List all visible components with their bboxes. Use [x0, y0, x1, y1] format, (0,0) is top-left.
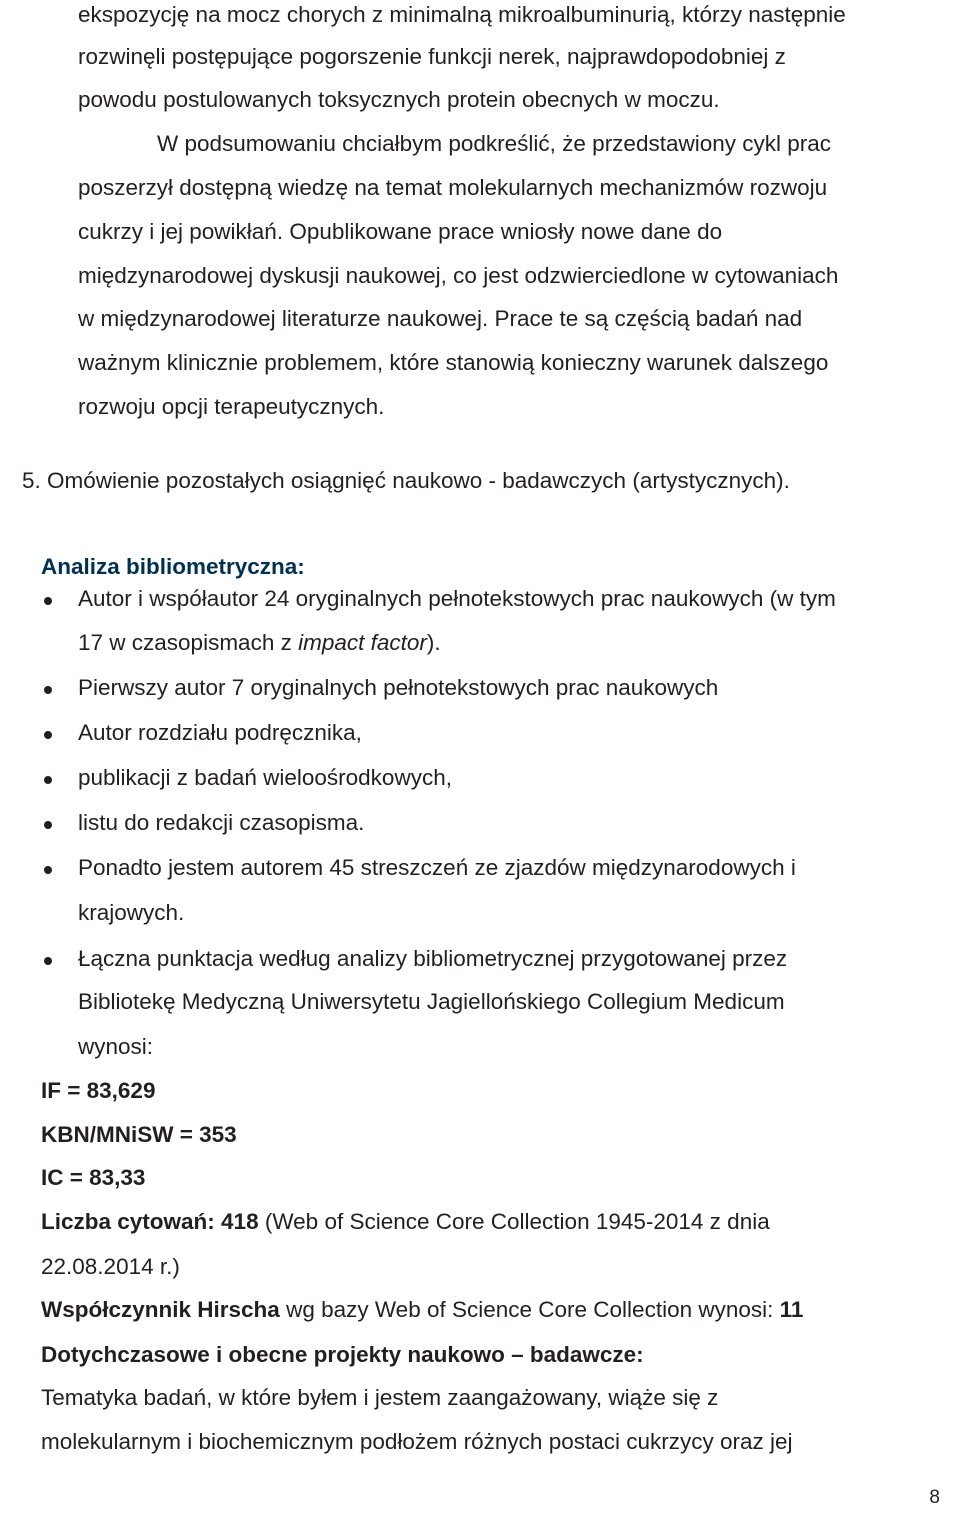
summary-line-5: w międzynarodowej literaturze naukowej. Prace te są częścią badań nad — [78, 306, 803, 331]
citations-source: (Web of Science Core Collection 1945-2014 z dnia — [258, 1209, 770, 1234]
metric-kbn-value: = 353 — [173, 1122, 237, 1147]
projects-heading: Dotychczasowe i obecne projekty naukowo – badawcze: — [41, 1342, 644, 1367]
citations-value: 418 — [214, 1209, 259, 1234]
projects-line-1: Tematyka badań, w które byłem i jestem zaangażowany, wiąże się z — [41, 1385, 719, 1410]
hirsch-label: Współczynnik Hirscha — [41, 1297, 280, 1322]
metric-ic-value: = 83,33 — [63, 1165, 146, 1190]
bullet-dot-3 — [44, 731, 52, 739]
bullet-3: Autor rozdziału podręcznika, — [78, 720, 362, 745]
summary-line-2: poszerzył dostępną wiedzę na temat molekularnych mechanizmów rozwoju — [78, 175, 828, 200]
bullet-7-line-3: wynosi: — [78, 1034, 154, 1059]
intro-line-2: rozwinęli postępujące pogorszenie funkcji nerek, najprawdopodobniej z — [78, 44, 786, 69]
metric-ic — [41, 1163, 145, 1193]
bullet-6-line-1: Ponadto jestem autorem 45 streszczeń ze zjazdów międzynarodowych i — [78, 855, 796, 880]
hirsch-text: wg bazy Web of Science Core Collection wynosi: — [279, 1297, 774, 1322]
bullet-7-line-2: Bibliotekę Medyczną Uniwersytetu Jagiellońskiego Collegium Medicum — [78, 989, 785, 1014]
bullet-2: Pierwszy autor 7 oryginalnych pełnotekstowych prac naukowych — [78, 675, 719, 700]
bullet-dot-4 — [44, 776, 52, 784]
bullet-dot-6 — [44, 866, 52, 874]
section-heading: 5. Omówienie pozostałych osiągnięć naukowo - badawczych (artystycznych). — [22, 468, 790, 493]
metric-ic-label: IC — [41, 1165, 64, 1190]
bullet-5: listu do redakcji czasopisma. — [78, 810, 365, 835]
metric-citations — [41, 1207, 770, 1237]
biblio-heading: Analiza bibliometryczna: — [41, 554, 305, 579]
metric-hirsch — [41, 1295, 803, 1325]
bullet-dot-1 — [44, 597, 52, 605]
projects-line-2: molekularnym i biochemicznym podłożem różnych postaci cukrzycy oraz jej — [41, 1429, 793, 1454]
summary-line-3: cukrzy i jej powikłań. Opublikowane prace wniosły nowe dane do — [78, 219, 723, 244]
summary-line-1: W podsumowaniu chciałbym podkreślić, że przedstawiony cykl prac — [157, 131, 832, 156]
metric-if-label: IF — [41, 1078, 61, 1103]
citations-date: 22.08.2014 r.) — [41, 1254, 180, 1279]
intro-line-1: ekspozycję na mocz chorych z minimalną mikroalbuminurią, którzy następnie — [78, 2, 846, 27]
metric-if-value: = 83,629 — [61, 1078, 156, 1103]
intro-line-3: powodu postulowanych toksycznych protein obecnych w moczu. — [78, 87, 720, 112]
summary-line-4: międzynarodowej dyskusji naukowej, co jest odzwierciedlone w cytowaniach — [78, 263, 839, 288]
summary-line-6: ważnym klinicznie problemem, które stanowią konieczny warunek dalszego — [78, 350, 829, 375]
bullet-4: publikacji z badań wieloośrodkowych, — [78, 765, 452, 790]
bullet-1-text: 17 w czasopismach z — [78, 630, 299, 655]
bullet-1-line-2 — [78, 628, 441, 658]
bullet-1-tail: ). — [426, 630, 441, 655]
bullet-dot-2 — [44, 686, 52, 694]
page-number: 8 — [929, 1487, 940, 1508]
summary-line-7: rozwoju opcji terapeutycznych. — [78, 394, 385, 419]
hirsch-value: 11 — [773, 1297, 804, 1322]
metric-if — [41, 1076, 155, 1106]
metric-kbn-label: KBN/MNiSW — [41, 1122, 174, 1147]
bullet-dot-7 — [44, 957, 52, 965]
impact-factor-term: impact factor — [298, 630, 427, 655]
metric-kbn — [41, 1120, 237, 1150]
bullet-7-line-1: Łączna punktacja według analizy bibliometrycznej przygotowanej przez — [78, 946, 788, 971]
bullet-dot-5 — [44, 821, 52, 829]
bullet-6-line-2: krajowych. — [78, 900, 185, 925]
citations-label: Liczba cytowań: — [41, 1209, 215, 1234]
bullet-1-line-1: Autor i współautor 24 oryginalnych pełnotekstowych prac naukowych (w tym — [78, 586, 836, 611]
